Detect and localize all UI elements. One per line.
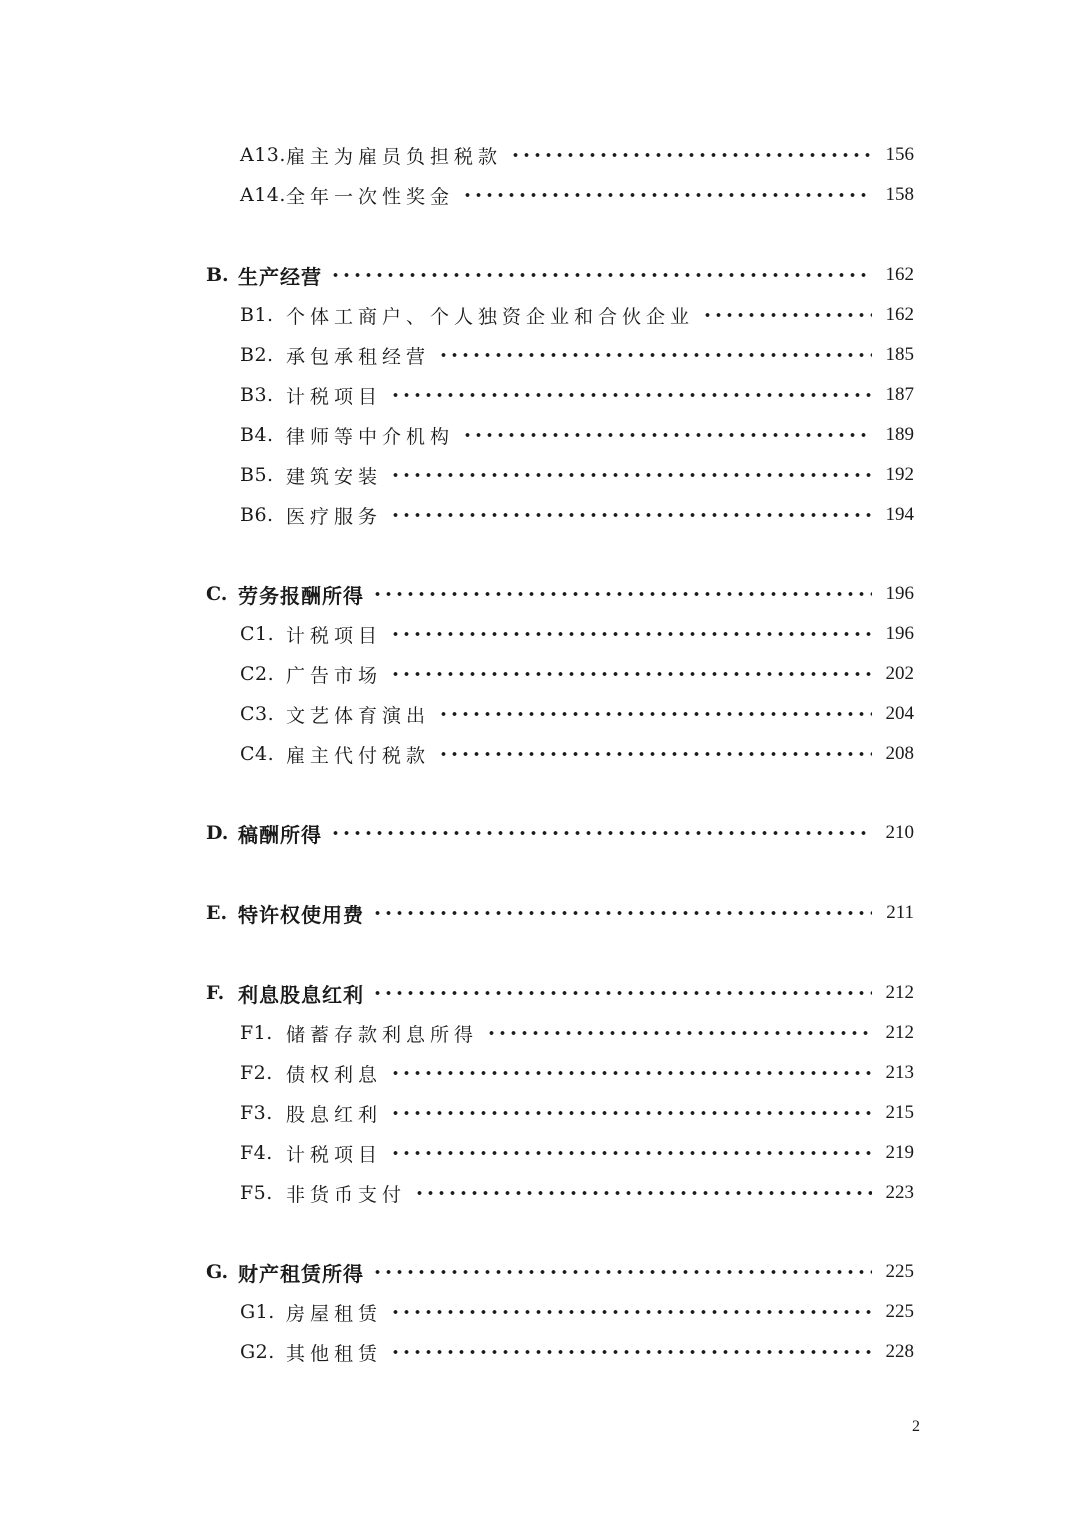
- toc-code: F5.: [240, 1182, 273, 1204]
- toc-title: 全年一次性奖金: [286, 185, 455, 208]
- toc-section-c[interactable]: [206, 579, 914, 609]
- dot-leader: [372, 910, 872, 916]
- dot-leader: [438, 711, 872, 717]
- dot-leader: [390, 1110, 872, 1116]
- dot-leader: [390, 1070, 872, 1076]
- toc-code: C4.: [240, 743, 275, 765]
- toc-entry-f3[interactable]: [240, 1098, 914, 1128]
- toc-entry-f2[interactable]: [240, 1058, 914, 1088]
- toc-entry-a14[interactable]: [240, 180, 914, 210]
- dot-leader: [390, 512, 872, 518]
- toc-entry-f5[interactable]: [240, 1178, 914, 1208]
- toc-code: B1.: [240, 304, 274, 326]
- toc-section-g[interactable]: [206, 1257, 914, 1287]
- dot-leader: [462, 432, 872, 438]
- toc-title: 储蓄存款利息所得: [286, 1023, 479, 1046]
- toc-entry-b6[interactable]: [240, 500, 914, 530]
- toc-page: 223: [885, 1182, 914, 1203]
- toc-title: 稿酬所得: [238, 822, 322, 847]
- dot-leader: [372, 990, 872, 996]
- toc-title: 债权利息: [286, 1063, 383, 1086]
- toc-page: 212: [885, 982, 914, 1003]
- dot-leader: [390, 1349, 872, 1355]
- toc-page: 211: [886, 902, 914, 923]
- toc-entry-g1[interactable]: [240, 1297, 914, 1327]
- toc-title: 利息股息红利: [238, 982, 364, 1007]
- toc-title: 劳务报酬所得: [238, 583, 364, 608]
- toc-page: 185: [885, 344, 914, 365]
- toc-title: 计税项目: [286, 385, 383, 408]
- dot-leader: [330, 830, 872, 836]
- toc-title: 特许权使用费: [238, 902, 364, 927]
- toc-code: C2.: [240, 663, 275, 685]
- toc-title: 其他租赁: [286, 1342, 383, 1365]
- toc-page: 219: [885, 1142, 914, 1163]
- toc-title: 广告市场: [286, 664, 383, 687]
- toc-code: C3.: [240, 703, 275, 725]
- toc-title: 生产经营: [238, 264, 322, 289]
- toc-code: B4.: [240, 424, 274, 446]
- toc-entry-b1[interactable]: [240, 300, 914, 330]
- toc-title: 律师等中介机构: [286, 425, 455, 448]
- toc-code: E.: [206, 902, 228, 924]
- toc-section-f[interactable]: [206, 978, 914, 1008]
- toc-title: 财产租赁所得: [238, 1261, 364, 1286]
- toc-entry-c4[interactable]: [240, 739, 914, 769]
- toc-page: 228: [885, 1341, 914, 1362]
- toc-code: B5.: [240, 464, 274, 486]
- toc-entry-c1[interactable]: [240, 619, 914, 649]
- dot-leader: [330, 272, 872, 278]
- dot-leader: [372, 591, 872, 597]
- dot-leader: [390, 631, 872, 637]
- toc-entry-b5[interactable]: [240, 460, 914, 490]
- toc-page: 158: [885, 184, 914, 205]
- toc-entry-b3[interactable]: [240, 380, 914, 410]
- toc-entry-b4[interactable]: [240, 420, 914, 450]
- toc-entry-a13[interactable]: [240, 140, 914, 170]
- toc-section-e[interactable]: [206, 898, 914, 928]
- toc-title: 计税项目: [286, 1143, 383, 1166]
- toc-title: 非货币支付: [286, 1183, 407, 1206]
- toc-page: 194: [885, 504, 914, 525]
- toc-title: 股息红利: [286, 1103, 383, 1126]
- toc-page: 162: [885, 304, 914, 325]
- dot-leader: [462, 192, 872, 198]
- toc-code: B6.: [240, 504, 274, 526]
- dot-leader: [390, 1150, 872, 1156]
- toc-page: 204: [885, 703, 914, 724]
- toc-title: 雇主为雇员负担税款: [286, 145, 503, 168]
- toc-code: A13.: [240, 144, 286, 166]
- toc-entry-c3[interactable]: [240, 699, 914, 729]
- toc-title: 文艺体育演出: [286, 704, 431, 727]
- dot-leader: [438, 352, 872, 358]
- toc-title: 计税项目: [286, 624, 383, 647]
- toc-entry-f1[interactable]: [240, 1018, 914, 1048]
- toc-page: 187: [885, 384, 914, 405]
- toc-code: F.: [206, 982, 225, 1004]
- toc-entry-f4[interactable]: [240, 1138, 914, 1168]
- toc-title: 医疗服务: [286, 505, 383, 528]
- toc-page: 202: [885, 663, 914, 684]
- toc-title: 房屋租赁: [286, 1302, 383, 1325]
- toc-entry-g2[interactable]: [240, 1337, 914, 1367]
- toc-title: 承包承租经营: [286, 345, 431, 368]
- toc-page: 212: [885, 1022, 914, 1043]
- toc-code: A14.: [240, 184, 286, 206]
- toc-code: G.: [206, 1261, 229, 1283]
- toc-page: 215: [885, 1102, 914, 1123]
- toc-page: 213: [885, 1062, 914, 1083]
- toc-code: G2.: [240, 1341, 275, 1363]
- toc-code: D.: [206, 822, 229, 844]
- dot-leader: [702, 312, 872, 318]
- toc-page: 189: [885, 424, 914, 445]
- toc-section-d[interactable]: [206, 818, 914, 848]
- page-number: 2: [912, 1418, 920, 1435]
- toc-code: C1.: [240, 623, 275, 645]
- dot-leader: [390, 392, 872, 398]
- toc-title: 建筑安装: [286, 465, 383, 488]
- dot-leader: [390, 472, 872, 478]
- dot-leader: [390, 671, 872, 677]
- toc-entry-c2[interactable]: [240, 659, 914, 689]
- toc-page: 208: [885, 743, 914, 764]
- toc-page: 225: [885, 1261, 914, 1282]
- toc-page: 225: [885, 1301, 914, 1322]
- toc-page: 192: [885, 464, 914, 485]
- toc-code: B2.: [240, 344, 274, 366]
- toc-page: 196: [885, 583, 914, 604]
- dot-leader: [372, 1269, 872, 1275]
- dot-leader: [486, 1030, 872, 1036]
- toc-code: F4.: [240, 1142, 273, 1164]
- toc-code: F3.: [240, 1102, 273, 1124]
- toc-section-b[interactable]: [206, 260, 914, 290]
- toc-code: G1.: [240, 1301, 275, 1323]
- dot-leader: [390, 1309, 872, 1315]
- toc-code: F2.: [240, 1062, 273, 1084]
- toc-entry-b2[interactable]: [240, 340, 914, 370]
- toc-title: 个体工商户、个人独资企业和合伙企业: [286, 305, 695, 328]
- toc-code: C.: [206, 583, 228, 605]
- toc-page: 196: [885, 623, 914, 644]
- dot-leader: [510, 152, 872, 158]
- toc-code: B.: [206, 264, 229, 286]
- toc-page: 162: [885, 264, 914, 285]
- dot-leader: [414, 1190, 872, 1196]
- toc-title: 雇主代付税款: [286, 744, 431, 767]
- toc-page: 210: [885, 822, 914, 843]
- toc-page: 156: [885, 144, 914, 165]
- toc-code: F1.: [240, 1022, 273, 1044]
- dot-leader: [438, 751, 872, 757]
- toc-code: B3.: [240, 384, 274, 406]
